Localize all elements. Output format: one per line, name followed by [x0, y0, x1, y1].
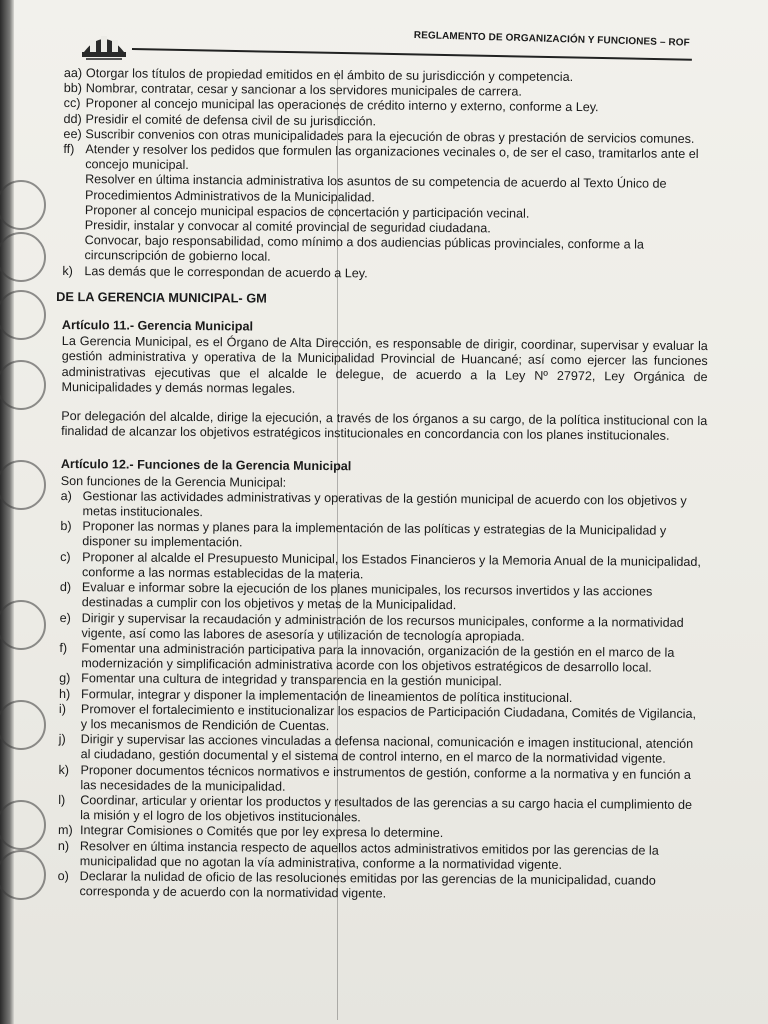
article-11-title: Artículo 11.- Gerencia Municipal [61, 318, 254, 334]
seal-stamp-icon [0, 232, 46, 282]
list-item: b) Proponer las normas y planes para la implementación de las políticas y estrategias de la Municipalidad y disponer su implementación. [60, 519, 667, 550]
article-11-paragraph-1: La Gerencia Municipal, es el Órgano de Alta Dirección, es responsable de dirigir, coordinar, supervisar y evaluar la gestión administrativa y operativa de la Municipalidad Provincial de Huancané; así como ejercer las funciones administrativas ejecutivas que el alcalde le delegue, de acuerdo a la Ley Nº 27972, Ley Orgánica de Municipalidades y demás normas legales. [61, 334, 708, 396]
seal-stamp-icon [0, 600, 46, 650]
list-item: k) Las demás que le correspondan de acuerdo a Ley. [62, 263, 368, 281]
document-page [14, 0, 768, 1024]
list-item: m) Integrar Comisiones o Comités que por ley expresa lo determine. [57, 823, 444, 841]
list-item: l) Coordinar, articular y orientar los productos y resultados de las gerencias a su cargo hacia el cumplimiento de la misión y el logro de los objetivos institucionales. [58, 792, 693, 825]
list-item: ff) Atender y resolver los pedidos que formulen las organizaciones vecinales o, de ser el caso, tramitarlos ante el concejo municipal. [63, 142, 699, 173]
article-11-paragraph-2: Por delegación del alcalde, dirige la ejecución, a través de los órganos a su cargo, de la política institucional con la finalidad de alcanzar los objetivos estratégicos institucionales en concordancia con los planes institucionales. [61, 409, 708, 444]
header-title: REGLAMENTO DE ORGANIZACIÓN Y FUNCIONES – ROF [413, 30, 690, 49]
list-item: Convocar, bajo responsabilidad, como mínimo a dos audiencias públicas provinciales, conforme a la circunscripción de gobierno local. [84, 233, 644, 265]
list-item: Resolver en última instancia administrativa los asuntos de su competencia de acuerdo al Texto Único de Procedimientos Administrativos de la Municipalidad. [84, 172, 667, 205]
list-item: g) Fomentar una cultura de integridad y transparencia en la gestión municipal. [59, 671, 502, 689]
list-item: dd) Presidir el comité de defensa civil de su jurisdicción. [63, 111, 377, 129]
functions-list [57, 489, 706, 905]
seal-stamp-icon [0, 180, 46, 230]
list-item: bb) Nombrar, contratar, cesar y sancionar a los servidores municipales de carrera. [63, 81, 522, 99]
seal-stamp-icon [0, 290, 46, 340]
seal-stamp-icon [0, 360, 46, 410]
article-12-title: Artículo 12.- Funciones de la Gerencia Municipal [60, 457, 352, 474]
list-item: k) Proponer documentos técnicos normativos e instrumentos de gestión, conforme a la normativa y en función a las necesidades de la municipalidad. [58, 762, 691, 794]
list-item: c) Proponer al alcalde el Presupuesto Municipal, los Estados Financieros y la Memoria Anual de la municipalidad, conforme a las normas establecidas de la materia. [60, 549, 702, 582]
seal-stamp-icon [0, 850, 46, 900]
seal-stamp-icon [0, 460, 46, 510]
list-item: f) Fomentar una administración participativa para la innovación, organización de la gestión en el marco de la modernización y simplificación administrativa acorde con los objetivos estratégicos de desarrollo local. [59, 640, 675, 675]
document-body [57, 66, 710, 904]
list-item: j) Dirigir y supervisar las acciones vinculadas a defensa nacional, comunicación e imagen institucional, atención al ciudadano, gestión documental y el sistema de control interno, en el marco de la normatividad vigente. [58, 732, 694, 767]
seal-stamp-icon [0, 800, 46, 850]
list-item: d) Evaluar e informar sobre la ejecución de los planes municipales, los recursos invertidos y las acciones destinadas a cumplir con los objetivos y metas de la Municipalidad. [59, 580, 653, 613]
list-item: Presidir, instalar y convocar al comité provincial de seguridad ciudadana. [84, 218, 491, 236]
municipal-crest-icon [76, 22, 132, 62]
header-rule [132, 48, 692, 61]
list-item: h) Formular, integrar y disponer la implementación de lineamientos de política institucional. [59, 686, 573, 705]
list-item: i) Promover el fortalecimiento e institucionalizar los espacios de Participación Ciudadana, Comités de Vigilancia, y los mecanismos de Rendición de Cuentas. [58, 701, 697, 734]
list-item: Proponer al concejo municipal espacios de concertación y participación vecinal. [84, 202, 530, 221]
list-item: aa) Otorgar los títulos de propiedad emitidos en el ámbito de su jurisdicción y competencia. [63, 66, 574, 84]
list-item: cc) Proponer al concejo municipal las operaciones de crédito interno y externo, conforme a Ley. [63, 96, 599, 115]
article-12-intro: Son funciones de la Gerencia Municipal: [60, 473, 287, 490]
list-item: o) Declarar la nulidad de oficio de las resoluciones emitidas por las gerencias de la municipalidad, cuando corresponda y de acuerdo con la normatividad vigente. [57, 868, 656, 901]
list-item: n) Resolver en última instancia respecto de aquellos actos administrativos emitidos por las gerencias de la municipalidad que no agotan la vía administrativa, conforme a la normatividad vigente. [57, 838, 659, 872]
seal-stamp-icon [0, 700, 46, 750]
list-item: a) Gestionar las actividades administrativas y operativas de la gestión municipal de acuerdo con los objetivos y metas institucionales. [60, 488, 687, 520]
list-item: ee) Suscribir convenios con otras municipalidades para la ejecución de obras y prestación de servicios comunes. [63, 126, 695, 146]
section-heading: DE LA GERENCIA MUNICIPAL- GM [56, 288, 267, 306]
list-item: e) Dirigir y supervisar la recaudación y administración de los recursos municipales, conforme a la normatividad vigente, así como las labores de asesoría y utilización de tecnología apropiada. [59, 610, 684, 644]
top-items-list [62, 66, 710, 284]
